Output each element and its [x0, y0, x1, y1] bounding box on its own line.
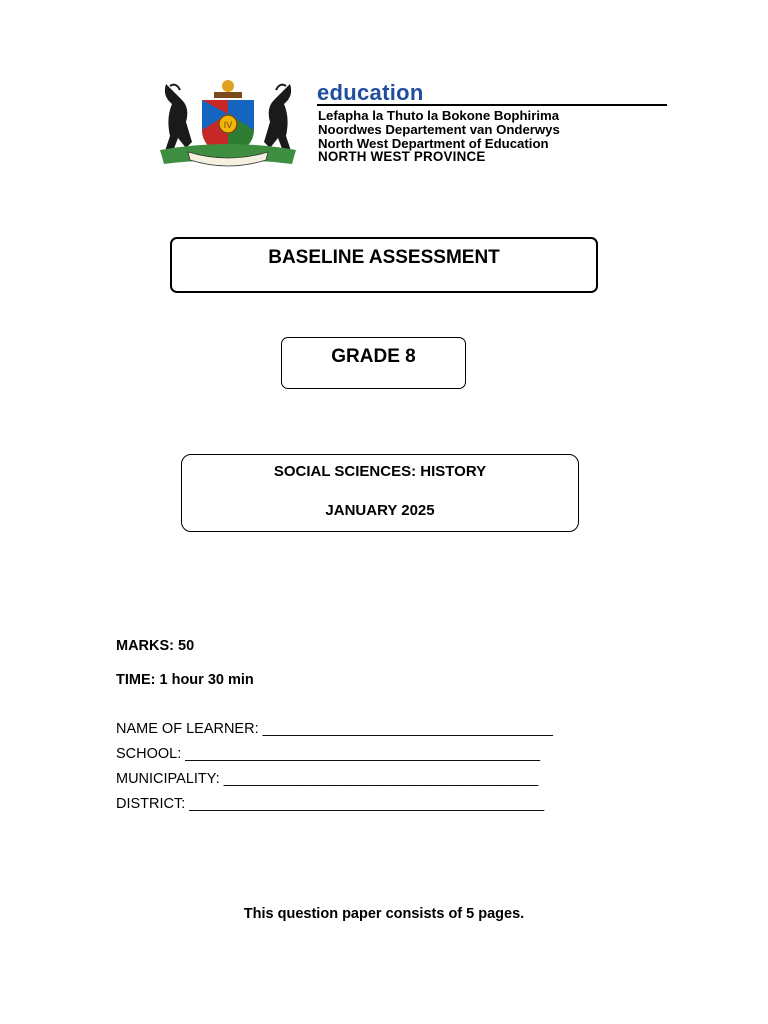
- learner-name-field: NAME OF LEARNER: ____________________________________: [116, 721, 553, 737]
- svg-text:IV: IV: [223, 121, 233, 131]
- time-allowed: TIME: 1 hour 30 min: [116, 672, 254, 688]
- subject-title: SOCIAL SCIENCES: HISTORY: [273, 463, 487, 480]
- department-name-tswana: Lefapha la Thuto la Bokone Bophirima: [318, 108, 560, 123]
- header-rule: [317, 104, 667, 106]
- marks-total: MARKS: 50: [116, 638, 195, 654]
- coat-of-arms-logo: [152, 78, 304, 170]
- page-count-note: This question paper consists of 5 pages.: [243, 906, 525, 922]
- department-name-afrikaans: Noordwes Departement van Onderwys: [318, 122, 560, 137]
- subject-box: [181, 454, 579, 532]
- department-wordmark: education: [317, 80, 424, 105]
- assessment-title: BASELINE ASSESSMENT: [170, 237, 598, 293]
- province-name: NORTH WEST PROVINCE: [318, 149, 486, 164]
- school-field: SCHOOL: ____________________________________________: [116, 746, 541, 762]
- exam-date: JANUARY 2025: [325, 502, 435, 519]
- municipality-field: MUNICIPALITY: _______________________________________: [116, 771, 539, 787]
- district-field: DISTRICT: ____________________________________________: [116, 796, 545, 812]
- department-name-english: North West Department of Education: [318, 136, 549, 151]
- grade-label: GRADE 8: [281, 337, 466, 389]
